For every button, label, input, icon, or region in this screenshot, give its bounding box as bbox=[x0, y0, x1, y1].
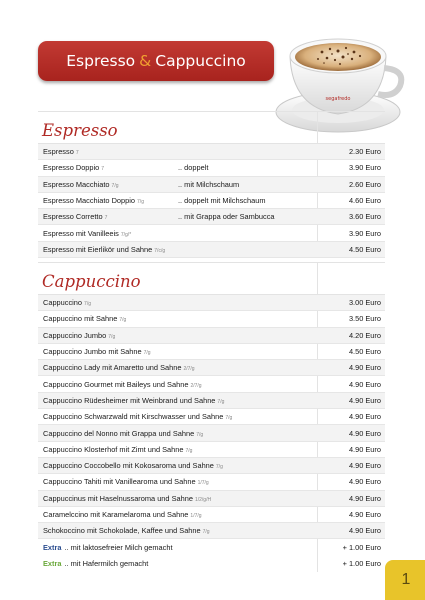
extra-row bbox=[38, 539, 385, 555]
menu-row bbox=[38, 328, 385, 344]
item-price: 4.90 Euro bbox=[348, 461, 381, 471]
item-price: 4.90 Euro bbox=[348, 444, 381, 454]
item-name bbox=[43, 461, 223, 470]
item-name bbox=[43, 494, 211, 503]
allergen-code: 1/7/g bbox=[190, 513, 202, 519]
menu-row bbox=[38, 209, 385, 225]
item-name-text: Espresso mit Vanilleeis bbox=[43, 228, 119, 238]
extra-label: Extra bbox=[43, 559, 62, 569]
menu-row bbox=[38, 491, 385, 507]
menu-row bbox=[38, 144, 385, 160]
menu-row bbox=[38, 507, 385, 523]
menu-row bbox=[38, 523, 385, 539]
item-name bbox=[43, 180, 119, 189]
cappuccino-section bbox=[38, 262, 385, 572]
allergen-code: 7/g bbox=[111, 182, 119, 189]
espresso-section-title: Espresso bbox=[38, 112, 385, 144]
extra-label: Extra bbox=[43, 543, 62, 553]
item-name bbox=[43, 363, 195, 372]
allergen-code: 7/g bbox=[215, 464, 223, 471]
item-name-text: Cappuccino Gourmet mit Baileys und Sahne bbox=[43, 379, 189, 389]
menu-row bbox=[38, 376, 385, 392]
allergen-code: 7/g bbox=[202, 529, 210, 536]
page-title-banner bbox=[38, 41, 274, 81]
allergen-code: 1/7/g bbox=[197, 480, 209, 487]
item-name-text: Espresso Corretto bbox=[43, 212, 103, 222]
menu-row bbox=[38, 311, 385, 327]
item-price: 4.90 Euro bbox=[348, 477, 381, 487]
item-name-text: Cappuccino bbox=[43, 298, 83, 308]
title-espresso: Espresso bbox=[66, 52, 136, 70]
item-price: 3.60 Euro bbox=[348, 212, 381, 222]
item-price: 4.90 Euro bbox=[348, 379, 381, 389]
extra-text bbox=[43, 543, 173, 552]
item-name-text: Cappuccino Lady mit Amaretto und Sahne bbox=[43, 363, 182, 373]
item-description: .. doppelt bbox=[178, 163, 209, 173]
menu-row bbox=[38, 193, 385, 209]
item-name bbox=[43, 245, 165, 254]
allergen-code: 7/c/g bbox=[154, 247, 166, 254]
menu-row bbox=[38, 409, 385, 425]
item-name-text: Espresso Doppio bbox=[43, 163, 100, 173]
item-name bbox=[43, 510, 202, 519]
item-name-text: Cappuccino Rüdesheimer mit Weinbrand und Sahne bbox=[43, 395, 216, 405]
item-name bbox=[43, 196, 144, 205]
menu-row bbox=[38, 177, 385, 193]
item-name bbox=[43, 314, 126, 323]
item-price: 3.50 Euro bbox=[348, 314, 381, 324]
item-name-text: Espresso Macchiato Doppio bbox=[43, 196, 136, 206]
item-name bbox=[43, 412, 232, 421]
item-price: 3.90 Euro bbox=[348, 163, 381, 173]
allergen-code: 7/g bbox=[185, 447, 193, 454]
item-name bbox=[43, 229, 131, 238]
menu-row bbox=[38, 474, 385, 490]
menu-row bbox=[38, 425, 385, 441]
item-price: 2.60 Euro bbox=[348, 179, 381, 189]
page-number: 1 bbox=[385, 560, 425, 600]
item-price: 4.20 Euro bbox=[348, 330, 381, 340]
item-name bbox=[43, 396, 224, 405]
item-name-text: Schokoccino mit Schokolade, Kaffee und Sahne bbox=[43, 526, 201, 536]
item-name-text: Espresso bbox=[43, 147, 74, 157]
item-price: 4.90 Euro bbox=[348, 428, 381, 438]
menu-row bbox=[38, 442, 385, 458]
espresso-list bbox=[38, 144, 385, 258]
title-cappuccino: Cappuccino bbox=[155, 52, 246, 70]
allergen-code: 2/7/g bbox=[190, 382, 202, 389]
allergen-code: 7/g bbox=[196, 431, 204, 438]
item-description: .. mit Grappa oder Sambucca bbox=[178, 212, 275, 222]
allergen-code: 7/g bbox=[137, 199, 144, 206]
menu-row bbox=[38, 242, 385, 258]
item-name-text: Cappuccinus mit Haselnussaroma und Sahne bbox=[43, 493, 193, 503]
item-name-text: Cappuccino Jumbo mit Sahne bbox=[43, 347, 142, 357]
item-price: 4.60 Euro bbox=[348, 196, 381, 206]
espresso-section bbox=[38, 111, 385, 258]
svg-text:segafredo: segafredo bbox=[325, 96, 351, 102]
item-price: 4.90 Euro bbox=[348, 526, 381, 536]
item-name bbox=[43, 331, 115, 340]
item-price: 2.30 Euro bbox=[348, 147, 381, 157]
menu-row bbox=[38, 295, 385, 311]
item-name-text: Cappuccino Tahiti mit Vanillearoma und Sahne bbox=[43, 477, 196, 487]
extra-row bbox=[38, 556, 385, 572]
menu-row bbox=[38, 160, 385, 176]
item-name-text: Cappuccino Schwarzwald mit Kirschwasser und Sahne bbox=[43, 412, 224, 422]
allergen-code: 7/g bbox=[143, 350, 151, 357]
allergen-code: 7 bbox=[75, 150, 79, 157]
item-name bbox=[43, 526, 210, 535]
item-name bbox=[43, 298, 91, 307]
allergen-code: 7/g/* bbox=[120, 231, 132, 238]
item-price: 4.90 Euro bbox=[348, 510, 381, 519]
allergen-code: 2/7/g bbox=[183, 366, 195, 373]
item-description: .. mit Milchschaum bbox=[178, 179, 240, 189]
item-name bbox=[43, 445, 192, 454]
allergen-code: 7/g bbox=[108, 333, 116, 340]
item-name-text: Cappuccino del Nonno mit Grappa und Sahne bbox=[43, 428, 195, 438]
allergen-code: 7/g bbox=[217, 398, 225, 405]
menu-row bbox=[38, 360, 385, 376]
item-name-text: Cappuccino Jumbo bbox=[43, 330, 107, 340]
title-ampersand: & bbox=[139, 52, 152, 70]
item-name bbox=[43, 429, 203, 438]
item-price: 4.90 Euro bbox=[348, 412, 381, 422]
cappuccino-list bbox=[38, 295, 385, 572]
item-name-text: Cappuccino Coccobello mit Kokosaroma und Sahne bbox=[43, 461, 214, 471]
allergen-code: 7/g bbox=[225, 415, 233, 422]
extra-price: + 1.00 Euro bbox=[342, 543, 381, 553]
item-price: 4.90 Euro bbox=[348, 363, 381, 373]
item-name-text: Espresso mit Eierlikör und Sahne bbox=[43, 244, 153, 254]
item-name bbox=[43, 380, 202, 389]
menu-row bbox=[38, 393, 385, 409]
item-name-text: Caramelccino mit Karamelaroma und Sahne bbox=[43, 510, 189, 519]
item-price: 3.00 Euro bbox=[348, 298, 381, 308]
menu-row bbox=[38, 458, 385, 474]
item-price: 4.50 Euro bbox=[348, 244, 381, 254]
menu-row bbox=[38, 344, 385, 360]
item-description: .. doppelt mit Milchschaum bbox=[178, 196, 266, 206]
item-name bbox=[43, 147, 79, 156]
item-price: 4.90 Euro bbox=[348, 395, 381, 405]
extra-price: + 1.00 Euro bbox=[342, 559, 381, 569]
extra-description: .. mit laktosefreier Milch gemacht bbox=[64, 543, 173, 553]
item-name-text: Cappuccino Klosterhof mit Zimt und Sahne bbox=[43, 444, 184, 454]
item-name bbox=[43, 347, 151, 356]
item-price: 4.50 Euro bbox=[348, 347, 381, 357]
item-name bbox=[43, 477, 209, 486]
item-name-text: Cappuccino mit Sahne bbox=[43, 314, 118, 324]
cappuccino-section-title: Cappuccino bbox=[38, 263, 385, 295]
allergen-code: 1/2/g/H bbox=[194, 496, 212, 503]
item-price: 4.90 Euro bbox=[348, 493, 381, 503]
item-name bbox=[43, 212, 107, 221]
allergen-code: 7/g bbox=[119, 317, 127, 324]
extra-text bbox=[43, 559, 148, 568]
menu-row bbox=[38, 225, 385, 241]
item-name-text: Espresso Macchiato bbox=[43, 179, 110, 189]
allergen-code: 7 bbox=[104, 215, 108, 222]
item-price: 3.90 Euro bbox=[348, 228, 381, 238]
allergen-code: 7 bbox=[101, 166, 105, 173]
allergen-code: 7/g bbox=[84, 301, 91, 308]
extra-description: .. mit Hafermilch gemacht bbox=[64, 559, 149, 569]
item-name bbox=[43, 163, 104, 172]
